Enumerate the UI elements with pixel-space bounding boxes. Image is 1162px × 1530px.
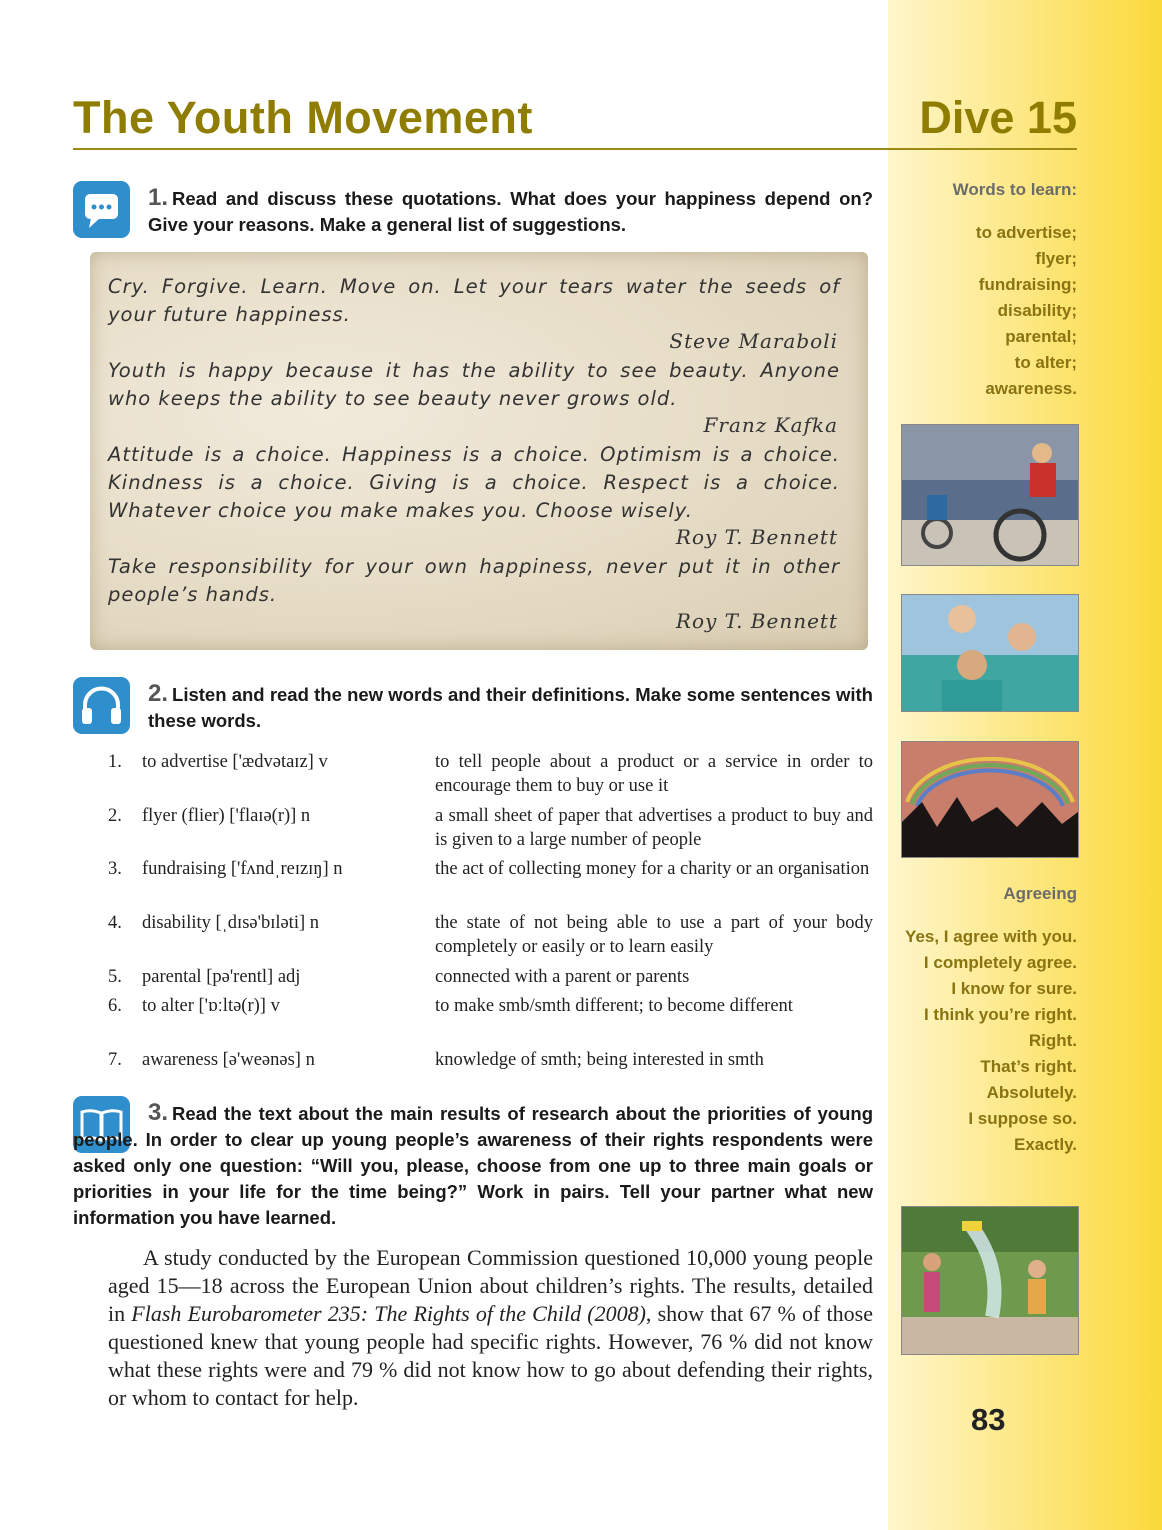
quote-author: Roy T. Bennett <box>675 525 838 549</box>
task-2-instructions: 2. Listen and read the new words and their definitions. Make some sentences with these words. <box>148 680 873 731</box>
teens-in-uniforms-photo <box>901 594 1079 712</box>
study-paragraph: A study conducted by the European Commission questioned 10,000 young people aged 15—18 across the European Union about children’s rights. The results, detailed in Flash Eurobarometer 235: The Rights of the Child (2008), show that 67 % of those questioned knew that young people had specific rights. However, 76 % did not know what these rights were and 79 % did not know how to go about defending their rights, or whom to contact for help. <box>108 1245 873 1410</box>
quote-author: Steve Maraboli <box>669 329 838 353</box>
wheelchair-rugby-photo <box>901 424 1079 566</box>
rainbow-crowd-photo <box>901 741 1079 858</box>
task-1-instructions: 1. Read and discuss these quotations. What does your happiness depend on? Give your reasons. Make a general list of suggestions. <box>148 184 873 235</box>
water-fight-photo <box>901 1206 1079 1355</box>
quote-author: Franz Kafka <box>703 413 838 437</box>
agreeing-heading: Agreeing <box>1003 884 1077 903</box>
headphones-icon <box>73 677 130 734</box>
quote-text: Attitude is a choice. Happiness is a choice. Optimism is a choice. Kindness is a choice. Giving is a choice. Respect is a choice. Whatever choice you make makes you. Choose wisely. <box>108 443 840 522</box>
agreeing-phrases-list: Yes, I agree with you. I completely agree. I know for sure. I think you’re right. Right. That’s right. Absolutely. I suppose so. Exactly. <box>905 927 1077 1154</box>
discussion-icon <box>73 181 130 238</box>
quote-text: Cry. Forgive. Learn. Move on. Let your tears water the seeds of your future happiness. <box>108 275 840 326</box>
words-to-learn-list: to advertise; flyer; fundraising; disability; parental; to alter; awareness. <box>975 223 1077 398</box>
task-3-instructions: 3. Read the text about the main results of research about the priorities of young people. In order to clear up young people’s awareness of their rights respondents were asked only one question: “Will you, please, choose from one up to three main goals or priorities in your life for the time being?” Work in pairs. Tell your partner what new information you have learned. <box>73 1099 873 1228</box>
page-title: The Youth Movement <box>73 92 533 143</box>
quote-text: Take responsibility for your own happiness, never put it in other people’s hands. <box>108 555 840 606</box>
page-number: 83 <box>971 1402 1006 1437</box>
title-divider <box>73 148 1077 150</box>
section-label: Dive 15 <box>919 92 1077 143</box>
quote-author: Roy T. Bennett <box>675 609 838 633</box>
quote-text: Youth is happy because it has the ability to see beauty. Anyone who keeps the ability to see beauty never grows old. <box>108 359 840 410</box>
words-to-learn-heading: Words to learn: <box>952 180 1077 199</box>
